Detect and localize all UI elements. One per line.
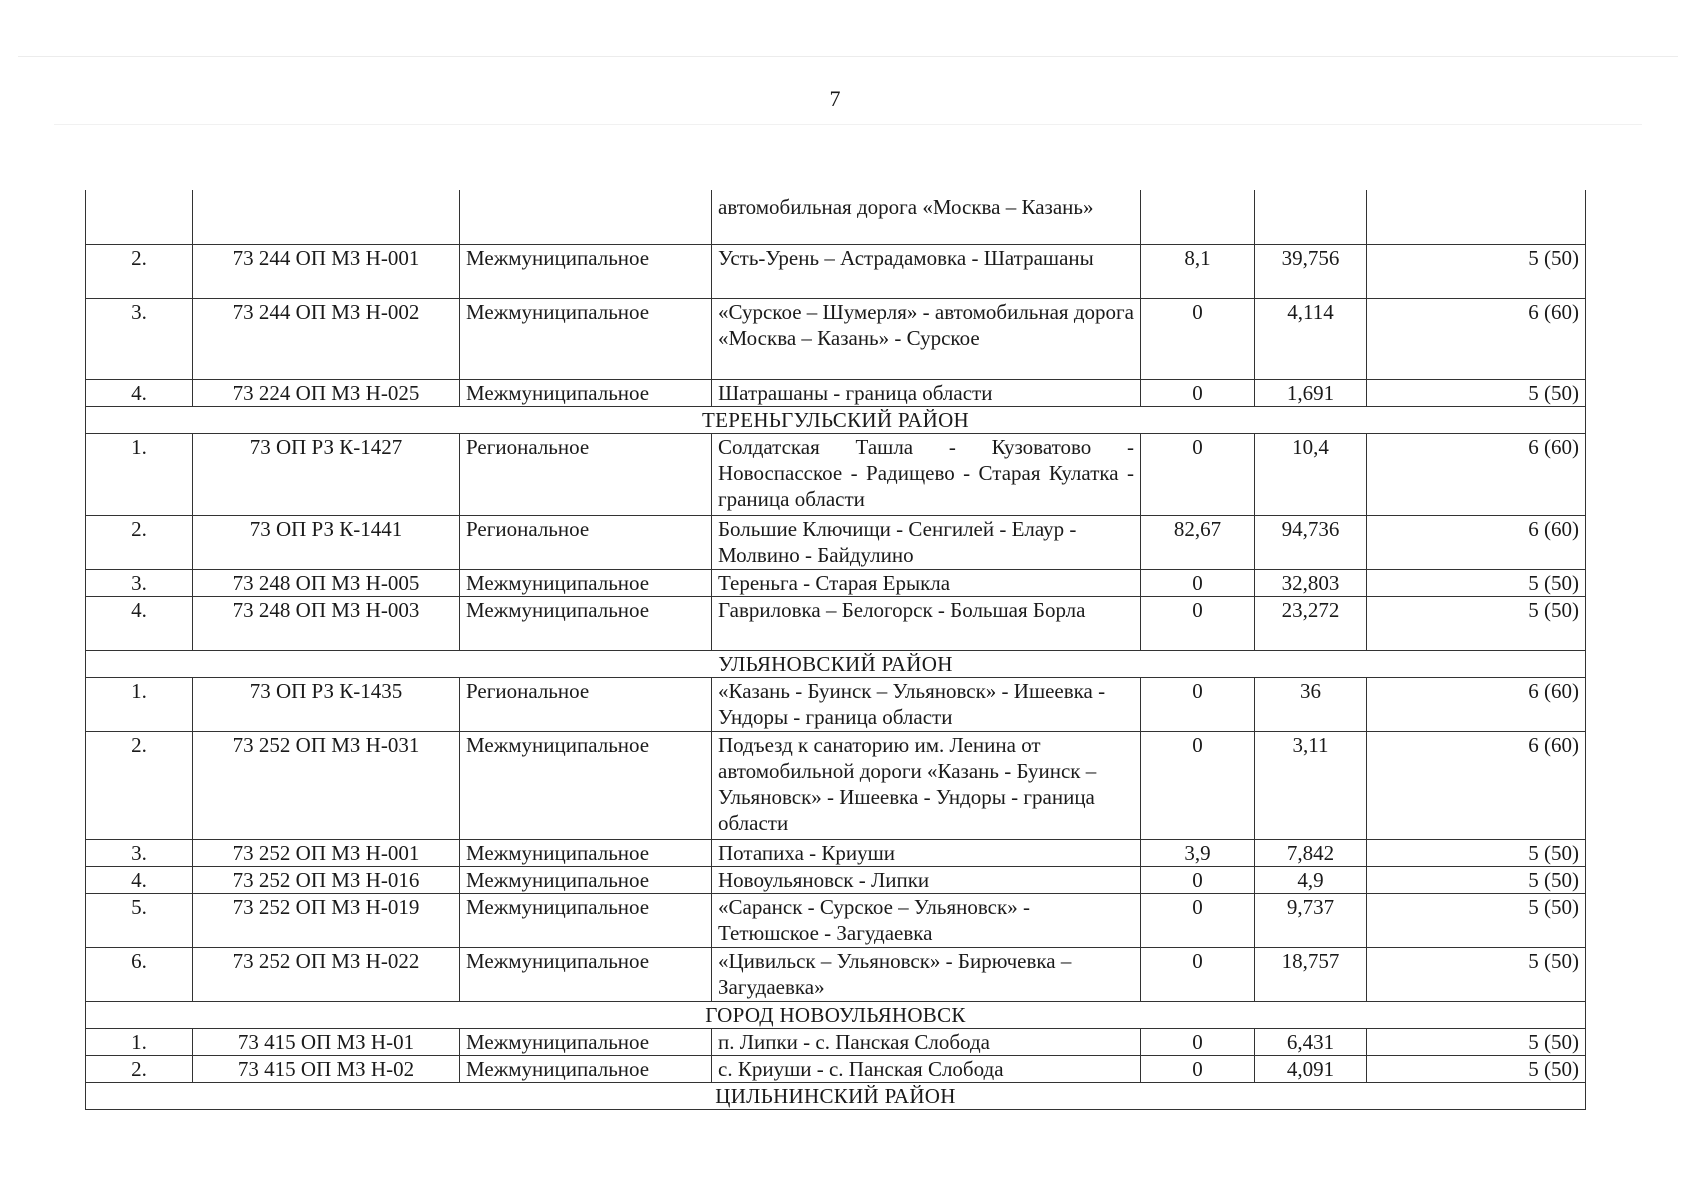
cell-start-km: 0 (1141, 596, 1255, 650)
table-row (86, 839, 1586, 866)
cell-number: 5. (86, 893, 193, 947)
cell-road-type (460, 190, 712, 244)
cell-road-name: «Казань - Буинск – Ульяновск» - Ишеевка - Ундоры - граница области (712, 677, 1141, 731)
cell-road-type: Межмуниципальное (460, 1028, 712, 1055)
table-row-carryover (86, 190, 1586, 244)
cell-start-km: 82,67 (1141, 515, 1255, 569)
cell-road-name: Солдатская Ташла - Кузоватово - Новоспасское - Радищево - Старая Кулатка - граница области (712, 433, 1141, 515)
cell-number: 1. (86, 1028, 193, 1055)
cell-number: 2. (86, 731, 193, 839)
table-row (86, 1055, 1586, 1082)
cell-class (1367, 190, 1586, 244)
cell-number: 6. (86, 947, 193, 1001)
table-row (86, 596, 1586, 650)
cell-end-km: 4,9 (1255, 866, 1367, 893)
cell-road-id: 73 244 ОП МЗ Н-001 (193, 244, 460, 298)
cell-road-name: п. Липки - с. Панская Слобода (712, 1028, 1141, 1055)
cell-number: 3. (86, 298, 193, 379)
cell-number: 4. (86, 866, 193, 893)
cell-number: 4. (86, 379, 193, 406)
cell-end-km: 36 (1255, 677, 1367, 731)
cell-road-id: 73 ОП РЗ К-1441 (193, 515, 460, 569)
cell-road-id: 73 248 ОП МЗ Н-003 (193, 596, 460, 650)
scan-edge-line (18, 56, 1678, 57)
cell-start-km: 3,9 (1141, 839, 1255, 866)
cell-road-id: 73 415 ОП МЗ Н-01 (193, 1028, 460, 1055)
cell-class: 5 (50) (1367, 1028, 1586, 1055)
cell-road-id: 73 ОП РЗ К-1427 (193, 433, 460, 515)
cell-end-km: 3,11 (1255, 731, 1367, 839)
table-row (86, 947, 1586, 1001)
table-row (86, 244, 1586, 298)
district-heading: ГОРОД НОВОУЛЬЯНОВСК (86, 1001, 1586, 1028)
district-heading: УЛЬЯНОВСКИЙ РАЙОН (86, 650, 1586, 677)
cell-road-id: 73 415 ОП МЗ Н-02 (193, 1055, 460, 1082)
cell-road-type: Межмуниципальное (460, 893, 712, 947)
cell-class: 6 (60) (1367, 515, 1586, 569)
cell-end-km: 6,431 (1255, 1028, 1367, 1055)
page-number: 7 (829, 86, 841, 111)
cell-road-name: «Цивильск – Ульяновск» - Бирючевка – Загудаевка» (712, 947, 1141, 1001)
cell-start-km: 0 (1141, 731, 1255, 839)
cell-class: 5 (50) (1367, 839, 1586, 866)
cell-end-km: 7,842 (1255, 839, 1367, 866)
cell-end-km: 23,272 (1255, 596, 1367, 650)
cell-class: 5 (50) (1367, 1055, 1586, 1082)
cell-road-type: Межмуниципальное (460, 947, 712, 1001)
cell-class: 5 (50) (1367, 244, 1586, 298)
cell-road-name: «Сурское – Шумерля» - автомобильная дорога «Москва – Казань» - Сурское (712, 298, 1141, 379)
cell-end-km: 9,737 (1255, 893, 1367, 947)
scan-edge-line (54, 124, 1642, 125)
cell-road-type: Межмуниципальное (460, 244, 712, 298)
district-heading: ЦИЛЬНИНСКИЙ РАЙОН (86, 1082, 1586, 1109)
cell-end-km: 18,757 (1255, 947, 1367, 1001)
cell-road-id: 73 244 ОП МЗ Н-002 (193, 298, 460, 379)
cell-road-id: 73 252 ОП МЗ Н-016 (193, 866, 460, 893)
cell-road-id: 73 252 ОП МЗ Н-001 (193, 839, 460, 866)
district-header-row (86, 1001, 1586, 1028)
cell-end-km: 32,803 (1255, 569, 1367, 596)
cell-end-km (1255, 190, 1367, 244)
cell-number: 2. (86, 515, 193, 569)
cell-class: 5 (50) (1367, 379, 1586, 406)
district-header-row (86, 1082, 1586, 1109)
cell-road-name: Большие Ключищи - Сенгилей - Елаур - Молвино - Байдулино (712, 515, 1141, 569)
cell-road-type: Межмуниципальное (460, 1055, 712, 1082)
cell-end-km: 39,756 (1255, 244, 1367, 298)
cell-road-name: Подъезд к санаторию им. Ленина от автомобильной дороги «Казань - Буинск – Ульяновск» - Ишеевка - Ундоры - граница области (712, 731, 1141, 839)
cell-road-type: Межмуниципальное (460, 379, 712, 406)
cell-road-id (193, 190, 460, 244)
cell-class: 5 (50) (1367, 569, 1586, 596)
cell-class: 6 (60) (1367, 677, 1586, 731)
cell-road-id: 73 248 ОП МЗ Н-005 (193, 569, 460, 596)
cell-road-id: 73 224 ОП МЗ Н-025 (193, 379, 460, 406)
cell-start-km: 0 (1141, 893, 1255, 947)
cell-class: 5 (50) (1367, 947, 1586, 1001)
cell-class: 6 (60) (1367, 731, 1586, 839)
cell-start-km: 0 (1141, 677, 1255, 731)
table-row (86, 731, 1586, 839)
cell-road-type: Межмуниципальное (460, 839, 712, 866)
cell-road-name: автомобильная дорога «Москва – Казань» (712, 190, 1141, 244)
district-header-row (86, 650, 1586, 677)
table-row (86, 893, 1586, 947)
cell-end-km: 1,691 (1255, 379, 1367, 406)
cell-number: 1. (86, 677, 193, 731)
cell-number: 3. (86, 569, 193, 596)
cell-start-km: 0 (1141, 1055, 1255, 1082)
cell-start-km: 0 (1141, 1028, 1255, 1055)
cell-road-type: Межмуниципальное (460, 596, 712, 650)
table-row (86, 569, 1586, 596)
cell-number: 4. (86, 596, 193, 650)
cell-start-km: 0 (1141, 947, 1255, 1001)
table-row (86, 379, 1586, 406)
cell-road-name: «Саранск - Сурское – Ульяновск» - Тетюшское - Загудаевка (712, 893, 1141, 947)
cell-number (86, 190, 193, 244)
cell-road-type: Региональное (460, 433, 712, 515)
cell-road-type: Региональное (460, 677, 712, 731)
cell-road-name: Тереньга - Старая Ерыкла (712, 569, 1141, 596)
cell-road-type: Межмуниципальное (460, 298, 712, 379)
table-row (86, 1028, 1586, 1055)
cell-start-km: 0 (1141, 298, 1255, 379)
cell-road-name: Потапиха - Криуши (712, 839, 1141, 866)
table-row (86, 866, 1586, 893)
cell-road-name: Новоульяновск - Липки (712, 866, 1141, 893)
cell-road-name: Гавриловка – Белогорск - Большая Борла (712, 596, 1141, 650)
cell-start-km: 8,1 (1141, 244, 1255, 298)
table-row (86, 515, 1586, 569)
cell-class: 5 (50) (1367, 866, 1586, 893)
cell-start-km (1141, 190, 1255, 244)
cell-end-km: 10,4 (1255, 433, 1367, 515)
cell-start-km: 0 (1141, 379, 1255, 406)
district-header-row (86, 406, 1586, 433)
cell-class: 6 (60) (1367, 298, 1586, 379)
cell-number: 1. (86, 433, 193, 515)
cell-number: 2. (86, 1055, 193, 1082)
cell-road-name: Усть-Урень – Астрадамовка - Шатрашаны (712, 244, 1141, 298)
roads-table (85, 190, 1586, 1110)
cell-class: 5 (50) (1367, 893, 1586, 947)
cell-start-km: 0 (1141, 569, 1255, 596)
cell-end-km: 94,736 (1255, 515, 1367, 569)
cell-road-id: 73 ОП РЗ К-1435 (193, 677, 460, 731)
cell-road-id: 73 252 ОП МЗ Н-022 (193, 947, 460, 1001)
cell-road-type: Межмуниципальное (460, 569, 712, 596)
cell-road-id: 73 252 ОП МЗ Н-019 (193, 893, 460, 947)
cell-road-id: 73 252 ОП МЗ Н-031 (193, 731, 460, 839)
table-row (86, 433, 1586, 515)
cell-road-type: Межмуниципальное (460, 866, 712, 893)
table-row (86, 677, 1586, 731)
cell-start-km: 0 (1141, 433, 1255, 515)
district-heading: ТЕРЕНЬГУЛЬСКИЙ РАЙОН (86, 406, 1586, 433)
cell-class: 6 (60) (1367, 433, 1586, 515)
cell-start-km: 0 (1141, 866, 1255, 893)
cell-number: 3. (86, 839, 193, 866)
cell-number: 2. (86, 244, 193, 298)
cell-class: 5 (50) (1367, 596, 1586, 650)
cell-end-km: 4,114 (1255, 298, 1367, 379)
cell-end-km: 4,091 (1255, 1055, 1367, 1082)
cell-road-type: Межмуниципальное (460, 731, 712, 839)
cell-road-name: Шатрашаны - граница области (712, 379, 1141, 406)
table-row (86, 298, 1586, 379)
cell-road-name: с. Криуши - с. Панская Слобода (712, 1055, 1141, 1082)
cell-road-type: Региональное (460, 515, 712, 569)
